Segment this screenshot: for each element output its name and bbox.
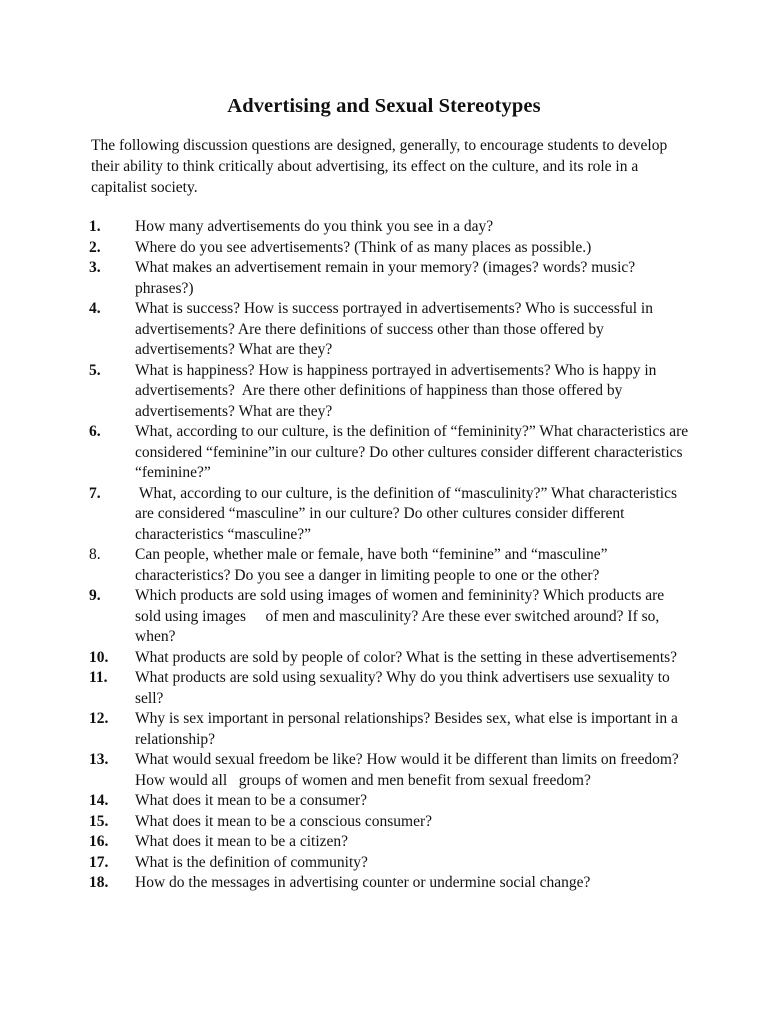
question-number: 16.: [89, 833, 109, 850]
question-number: 12.: [89, 710, 109, 727]
question-item: [89, 258, 689, 299]
question-item: [89, 484, 689, 546]
question-text: What does it mean to be a consumer?: [135, 792, 367, 809]
question-number: 5.: [89, 361, 101, 379]
question-item: [89, 812, 689, 833]
question-item: [89, 238, 689, 259]
question-text: What does it mean to be a citizen?: [135, 833, 349, 850]
question-number: 6.: [89, 423, 101, 440]
question-number: 11.: [89, 669, 108, 686]
question-text: What is the definition of community?: [135, 853, 368, 871]
question-list: [89, 217, 693, 894]
question-number: 13.: [89, 751, 109, 768]
question-number: 1.: [89, 218, 101, 235]
question-number: 3.: [89, 259, 101, 276]
question-text: What is happiness? How is happiness portrayed in advertisements? Who is happy in advertisements? Are there other definitions of happiness than those offered by advertisements? What are they?: [135, 361, 661, 420]
question-text: What, according to our culture, is the definition of “femininity?” What characteristics are considered “feminine”in our culture? Do other cultures consider different characteristics “feminine?”: [135, 423, 693, 481]
question-item: [89, 648, 689, 669]
intro-paragraph: The following discussion questions are designed, generally, to encourage students to develop their ability to think critically about advertising, its effect on the culture, and its role in a capitalist society.: [91, 137, 668, 196]
question-item: [89, 586, 689, 648]
question-number: 9.: [89, 587, 101, 604]
question-item: [89, 361, 689, 423]
question-text: What would sexual freedom be like? How would it be different than limits on freedom? How would all groups of women and men benefit from sexual freedom?: [135, 751, 683, 789]
question-item: [89, 791, 689, 812]
question-number: 10.: [89, 648, 109, 666]
question-text: How many advertisements do you think you see in a day?: [135, 218, 494, 235]
question-number: 7.: [89, 484, 101, 502]
question-text: What products are sold by people of color? What is the setting in these advertisements?: [135, 648, 678, 666]
question-text: What does it mean to be a conscious consumer?: [135, 812, 432, 830]
question-text: Why is sex important in personal relationships? Besides sex, what else is important in a relationship?: [135, 710, 682, 748]
question-item: [89, 832, 689, 853]
question-text: Which products are sold using images of women and femininity? Which products are sold using images of men and masculinity? Are these ever switched around? If so, when?: [135, 587, 669, 645]
question-item: [89, 545, 689, 586]
question-number: 8.: [89, 546, 101, 563]
question-item: [89, 299, 689, 361]
question-number: 4.: [89, 300, 101, 317]
question-number: 15.: [89, 812, 109, 830]
question-item: [89, 668, 689, 709]
question-item: [89, 750, 689, 791]
question-text: What makes an advertisement remain in your memory? (images? words? music? phrases?): [135, 259, 640, 297]
question-text: What products are sold using sexuality? Why do you think advertisers use sexuality to sell?: [135, 669, 674, 707]
document-title: Advertising and Sexual Stereotypes: [227, 95, 541, 117]
question-item: [89, 217, 689, 238]
question-item: [89, 853, 689, 874]
question-text: What, according to our culture, is the definition of “masculinity?” What characteristics are considered “masculine” in our culture? Do other cultures consider different characteristics “masculine?”: [135, 484, 681, 543]
question-item: [89, 422, 693, 484]
question-text: What is success? How is success portrayed in advertisements? Who is successful in advertisements? Are there definitions of success other than those offered by advertisements? What are they?: [135, 300, 657, 358]
question-text: Can people, whether male or female, have both “feminine” and “masculine” characteristics? Do you see a danger in limiting people to one or the other?: [135, 546, 612, 584]
question-item: [89, 709, 689, 750]
question-item: [89, 873, 689, 894]
question-number: 18.: [89, 874, 109, 891]
question-number: 2.: [89, 238, 101, 256]
question-text: Where do you see advertisements? (Think of as many places as possible.): [135, 238, 592, 256]
question-number: 17.: [89, 853, 109, 871]
question-text: How do the messages in advertising counter or undermine social change?: [135, 874, 591, 891]
question-number: 14.: [89, 792, 109, 809]
